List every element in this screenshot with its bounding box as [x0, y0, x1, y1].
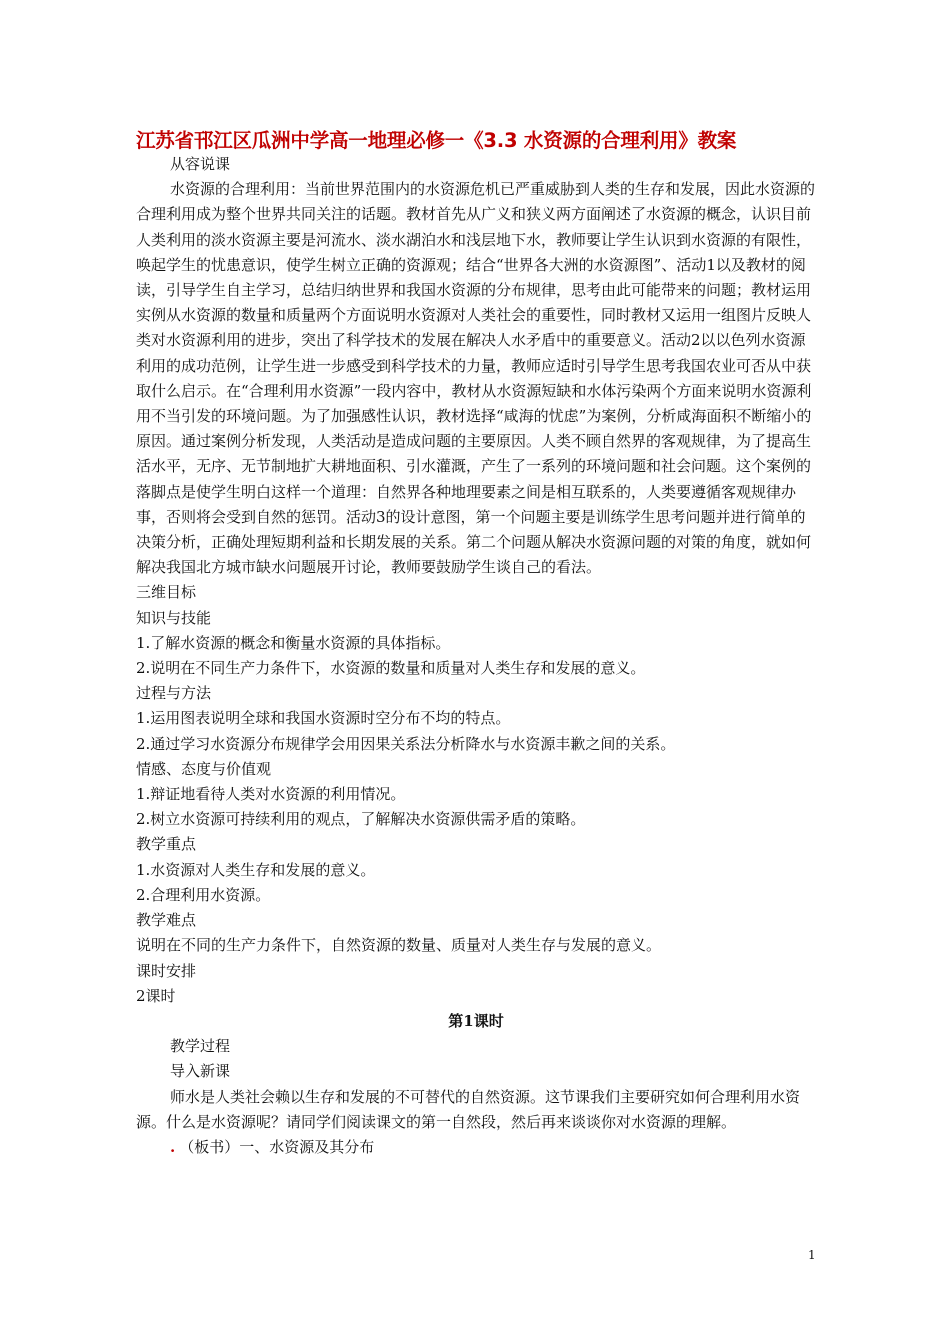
difficulty-text: 说明在不同的生产力条件下，自然资源的数量、质量对人类生存与发展的意义。	[136, 936, 662, 955]
teacher-paragraph: 师水是人类社会赖以生存和发展的不可替代的自然资源。这节课我们主要研究如何合理利用水资源。什么是水资源呢？请同学们阅读课文的第一自然段，然后再来谈谈你对水资源的理解。	[136, 1087, 801, 1131]
key-item: 1.水资源对人类生存和发展的意义。	[136, 860, 376, 879]
board-marker: .	[170, 1137, 176, 1156]
knowledge-item: 1.了解水资源的概念和衡量水资源的具体指标。	[136, 633, 451, 652]
emotion-item: 2.树立水资源可持续利用的观点，了解解决水资源供需矛盾的策略。	[136, 810, 586, 829]
schedule-text: 2课时	[136, 986, 176, 1005]
key-item: 2.合理利用水资源。	[136, 885, 271, 904]
intro-heading: 从容说课	[170, 155, 231, 173]
schedule-heading: 课时安排	[136, 961, 197, 980]
knowledge-item: 2.说明在不同生产力条件下，水资源的数量和质量对人类生存和发展的意义。	[136, 659, 646, 678]
intro-paragraph: 水资源的合理利用：当前世界范围内的水资源危机已严重威胁到人类的生存和发展，因此水资源的合理利用成为整个世界共同关注的话题。教材首先从广义和狭义两方面阐述了水资源的概念，认识目前人类利用的淡水资源主要是河流水、淡水湖泊水和浅层地下水，教师要让学生认识到水资源的有限性，唤起学生的忧患意识，使学生树立正确的资源观；结合“世界各大洲的水资源图”、活动1以及教材的阅读，引导学生自主学习，总结归纳世界和我国水资源的分布规律，思考由此可能带来的问题；教材运用实例从水资源的数量和质量两个方面说明水资源对人类社会的重要性，同时教材又运用一组图片反映人类对水资源利用的进步，突出了科学技术的发展在解决人水矛盾中的重要意义。活动2以以色列水资源利用的成功范例，让学生进一步感受到科学技术的力量，教师应适时引导学生思考我国农业可否从中获取什么启示。在“合理利用水资源”一段内容中，教材从水资源短缺和水体污染两个方面来说明水资源利用不当引发的环境问题。为了加强感性认识，教材选择“咸海的忧虑”为案例，分析咸海面积不断缩小的原因。通过案例分析发现，人类活动是造成问题的主要原因。人类不顾自然界的客观规律，为了提高生活水平，无序、无节制地扩大耕地面积、引水灌溉，产生了一系列的环境问题和社会问题。这个案例的落脚点是使学生明白这样一个道理：自然界各种地理要素之间是相互联系的，人类要遵循客观规律办事，否则将会受到自然的惩罚。活动3的设计意图，第一个问题主要是训练学生思考问题并进行简单的决策分析，正确处理短期利益和长期发展的关系。第二个问题从解决水资源问题的对策的角度，就如何解决我国北方城市缺水问题展开讨论，教师要鼓励学生谈自己的看法。	[136, 180, 816, 577]
page-number: 1	[808, 1248, 816, 1262]
process-item: 1.运用图表说明全球和我国水资源时空分布不均的特点。	[136, 709, 511, 728]
key-heading: 教学重点	[136, 835, 197, 854]
goals-heading: 三维目标	[136, 583, 197, 602]
emotion-item: 1.辩证地看待人类对水资源的利用情况。	[136, 785, 406, 804]
difficulty-heading: 教学难点	[136, 911, 197, 930]
process-label: 教学过程	[170, 1037, 231, 1056]
knowledge-heading: 知识与技能	[136, 608, 212, 627]
process-item: 2.通过学习水资源分布规律学会用因果关系法分析降水与水资源丰歉之间的关系。	[136, 734, 676, 753]
process-heading: 过程与方法	[136, 684, 212, 703]
document-title: 江苏省邗江区瓜洲中学高一地理必修一《3.3 水资源的合理利用》教案	[136, 129, 737, 152]
document-body	[136, 152, 816, 1160]
board-line	[136, 1135, 816, 1160]
intro-new-label: 导入新课	[170, 1062, 231, 1081]
emotion-heading: 情感、态度与价值观	[136, 759, 272, 778]
board-text: （板书）一、水资源及其分布	[179, 1137, 375, 1156]
lesson-title: 第1课时	[448, 1011, 504, 1030]
